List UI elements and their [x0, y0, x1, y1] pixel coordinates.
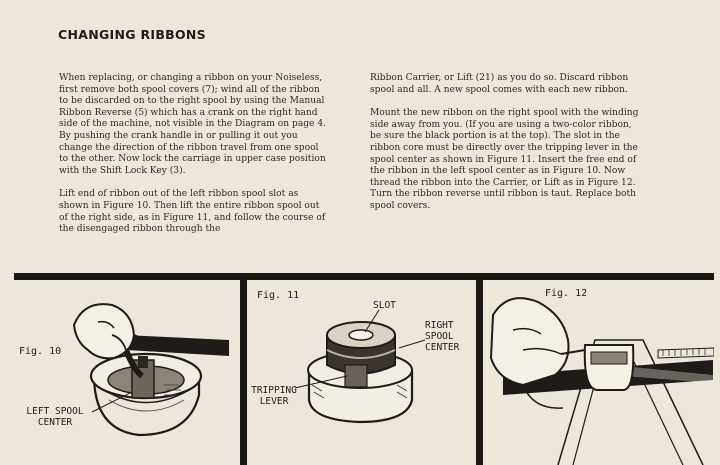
tripping-lever-callout: TRIPPING LEVER — [251, 385, 297, 407]
slot-callout: SLOT — [373, 300, 396, 311]
figure-10-label: Fig. 10 — [19, 346, 62, 357]
paragraph: Mount the new ribbon on the right spool with the winding side away from you. (If you are using a two-color ribbon, be sure the black portion is at the top). The slot in the ribbon core must be directly over the tripping lever in the spool center as shown in Figure 11. Insert the free end of the ribbon in the left spool center as in Figure 10. Now thread the ribbon into the Carrier, or Lift as in Figure 12. Turn the ribbon reverse until ribbon is taut. Replace both spool covers. — [370, 108, 639, 211]
figure-11-label: Fig. 11 — [257, 290, 300, 301]
figure-top-border — [14, 273, 714, 280]
figure-10-illustration — [14, 280, 240, 465]
figure-divider — [240, 273, 247, 465]
paragraph: When replacing, or changing a ribbon on your Noiseless, first remove both spool covers (7); wind all of the ribbon to be discarded on to the right spool by using the Manual Ribbon Reverse (5) which has a crank on the right hand side of the machine, not visible in the Diagram on page 4. By pushing the crank handle in or pulling it out you change the direction of the ribbon travel from one spool to the other. Now lock the carriage in upper case position with the Shift Lock Key (3). — [59, 73, 327, 176]
paragraph: Ribbon Carrier, or Lift (21) as you do so. Discard ribbon spool and all. A new spool comes with each new ribbon. — [370, 73, 629, 95]
right-text-column — [370, 73, 645, 225]
figure-12 — [483, 280, 714, 465]
paragraph: Lift end of ribbon out of the left ribbon spool slot as shown in Figure 10. Then lift the entire ribbon spool out of the right side, as in Figure 11, and follow the course of the disengaged ribbon through the — [59, 189, 326, 235]
figure-10 — [14, 280, 240, 465]
figure-12-illustration — [483, 280, 714, 465]
figure-divider — [476, 273, 483, 465]
figure-11-illustration — [247, 280, 476, 465]
figure-11 — [247, 280, 476, 465]
left-text-column — [59, 73, 329, 248]
left-spool-center-callout: LEFT SPOOL CENTER — [26, 406, 84, 428]
page-heading: CHANGING RIBBONS — [58, 27, 206, 42]
figure-12-label: Fig. 12 — [545, 288, 588, 299]
right-spool-center-callout: RIGHT SPOOL CENTER — [425, 320, 460, 353]
